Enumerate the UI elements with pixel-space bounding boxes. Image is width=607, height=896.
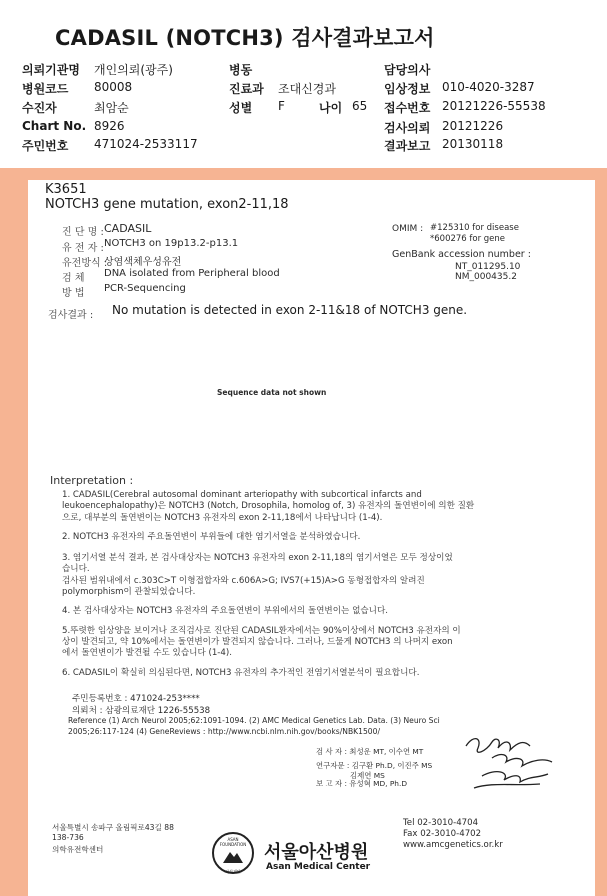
patient-value: 최암순 [94,101,129,115]
dept-value: 조대신경과 [278,82,336,96]
logo-english: Asan Medical Center [266,862,371,872]
seal-bottom-text: 아산재단 [225,869,241,874]
report-code: K3651 [45,182,87,197]
address-line-2: 138-736 [52,833,84,842]
ward-label: 병동 [229,63,253,77]
signature-image [452,728,572,800]
id-value: 471024-2533117 [94,137,198,151]
footer-id: 주민등록번호 : 471024-253**** [72,694,200,704]
id-label: 주민번호 [22,139,69,153]
result-label: 검사결과 : [48,310,94,321]
seal-top-text: ASAN FOUNDATION [219,837,247,847]
gene-label: 유 전 자 : [62,243,104,254]
diagnosis-label: 진 단 명 : [62,227,104,238]
sequence-note: Sequence data not shown [217,388,327,397]
interp-item: 1. CADASIL(Cerebral autosomal dominant arteriopathy with subcortical infarcts and [62,490,422,500]
result-value: No mutation is detected in exon 2-11&18 of NOTCH3 gene. [112,303,468,317]
interp-item: 2. NOTCH3 유전자의 주요돌연변이 부위들에 대한 염기서열을 분석하였습니다. [62,531,361,542]
staff-tester: 검 사 자 : 최성운 MT, 이수연 MT [316,747,424,756]
genbank-label: GenBank accession number : [392,249,531,260]
clinical-label: 임상정보 [384,82,431,96]
dept-label: 진료과 [229,82,264,96]
reference-line-2: 2005;26:117-124 (4) GeneReviews : http://www.ncbi.nlm.nih.gov/books/NBK1500/ [68,727,381,736]
interp-item: 5.뚜렷한 임상양을 보이거나 조직검사로 진단된 CADASIL환자에서는 90%이상에서 NOTCH3 유전자의 이 [62,625,461,636]
interp-item: 습니다. [62,564,90,575]
inheritance-value: 상염색체우성유전 [104,257,182,268]
interp-item: 에서 돌연변이가 발견될 수도 있습니다 (1-4). [62,648,232,659]
interpretation-title: Interpretation : [50,474,134,487]
contact-web: www.amcgenetics.or.kr [403,840,503,850]
omim-disease: #125310 for disease [430,223,519,233]
diagnosis-value: CADASIL [104,222,152,235]
interp-item: polymorphism이 관찰되었습니다. [62,587,196,598]
physician-label: 담당의사 [384,63,431,77]
chart-label: Chart No. [22,119,87,133]
interpretation-list [62,490,562,679]
logo-korean: 서울아산병원 [264,842,369,863]
request-label: 검사의뢰 [384,121,431,135]
omim-gene: *600276 for gene [430,234,506,244]
mountain-icon [222,847,244,865]
interp-item: 검사된 범위내에서 c.303C>T 이형접합자와 c.606A>G; IVS7(+15)A>G 동형접합자의 알려진 [62,575,425,586]
staff-advisor-2: 김제연 MS [350,771,385,780]
inheritance-label: 유전방식 : [62,258,108,269]
institution-value: 개인의뢰(광주) [94,63,173,77]
test-name: NOTCH3 gene mutation, exon2-11,18 [45,197,289,212]
age-label: 나이 [319,101,343,115]
receipt-label: 접수번호 [384,101,431,115]
staff-reporter: 보 고 자 : 유성혁 MD, Ph.D [316,779,408,788]
omim-label: OMIM : [392,224,424,234]
staff-advisor: 연구자문 : 김구환 Ph.D, 이진주 MS [316,761,433,770]
contact-tel: Tel 02-3010-4704 [403,818,479,828]
address-line-3: 의학유전학센터 [52,845,104,854]
interp-item: 6. CADASIL이 확실히 의심된다면, NOTCH3 유전자의 추가적인 전염기서열분석이 필요합니다. [62,667,420,678]
genbank-nm: NM_000435.2 [455,272,517,282]
sex-label: 성별 [229,101,253,115]
clinical-value: 010-4020-3287 [442,80,535,94]
method-value: PCR-Sequencing [104,283,186,294]
interp-item: 으로, 대부분의 돌연변이는 NOTCH3 유전자의 exon 2-11,18에서 나타납니다 (1-4). [62,512,383,523]
report-date: 20130118 [442,137,504,151]
sex-value: F [278,99,285,113]
receipt-value: 20121226-55538 [442,99,546,113]
page-title: CADASIL (NOTCH3) 검사결과보고서 [55,26,435,50]
footer-org: 의뢰처 : 삼광의료재단 1226-55538 [72,706,211,716]
method-label: 방 법 [62,288,85,299]
patient-label: 수진자 [22,101,57,115]
institution-label: 의뢰기관명 [22,63,80,77]
specimen-label: 검 체 [62,273,85,284]
genbank-nt: NT_011295.10 [455,262,521,272]
chart-value: 8926 [94,119,125,133]
hospital-code-value: 80008 [94,80,133,94]
report-label: 결과보고 [384,139,431,153]
request-date: 20121226 [442,119,504,133]
interp-item: leukoencephalopathy)은 NOTCH3 (Notch, Drosophila, homolog of, 3) 유전자의 돌연변이에 의한 질환 [62,501,475,512]
asan-seal-logo [212,832,254,874]
interp-item: 3. 염기서열 분석 결과, 본 검사대상자는 NOTCH3 유전자의 exon 2-11,18의 염기서열은 모두 정상이었 [62,553,453,564]
reference-line-1: Reference (1) Arch Neurol 2005;62:1091-1094. (2) AMC Medical Genetics Lab. Data. (3) Neuro Sci [68,716,440,725]
address-line-1: 서울특별시 송파구 올림픽로43길 88 [52,823,174,832]
interp-item: 상이 발견되고, 약 10%에서는 돌연변이가 발견되지 않습니다. 그러나, 드물게 NOTCH3 의 나머지 exon [62,636,453,647]
specimen-value: DNA isolated from Peripheral blood [104,268,280,279]
interp-item: 4. 본 검사대상자는 NOTCH3 유전자의 주요돌연변이 부위에서의 돌연변이는 없습니다. [62,606,389,617]
gene-value: NOTCH3 on 19p13.2-p13.1 [104,238,239,249]
contact-fax: Fax 02-3010-4702 [403,829,482,839]
age-value: 65 [352,99,368,113]
hospital-code-label: 병원코드 [22,82,69,96]
